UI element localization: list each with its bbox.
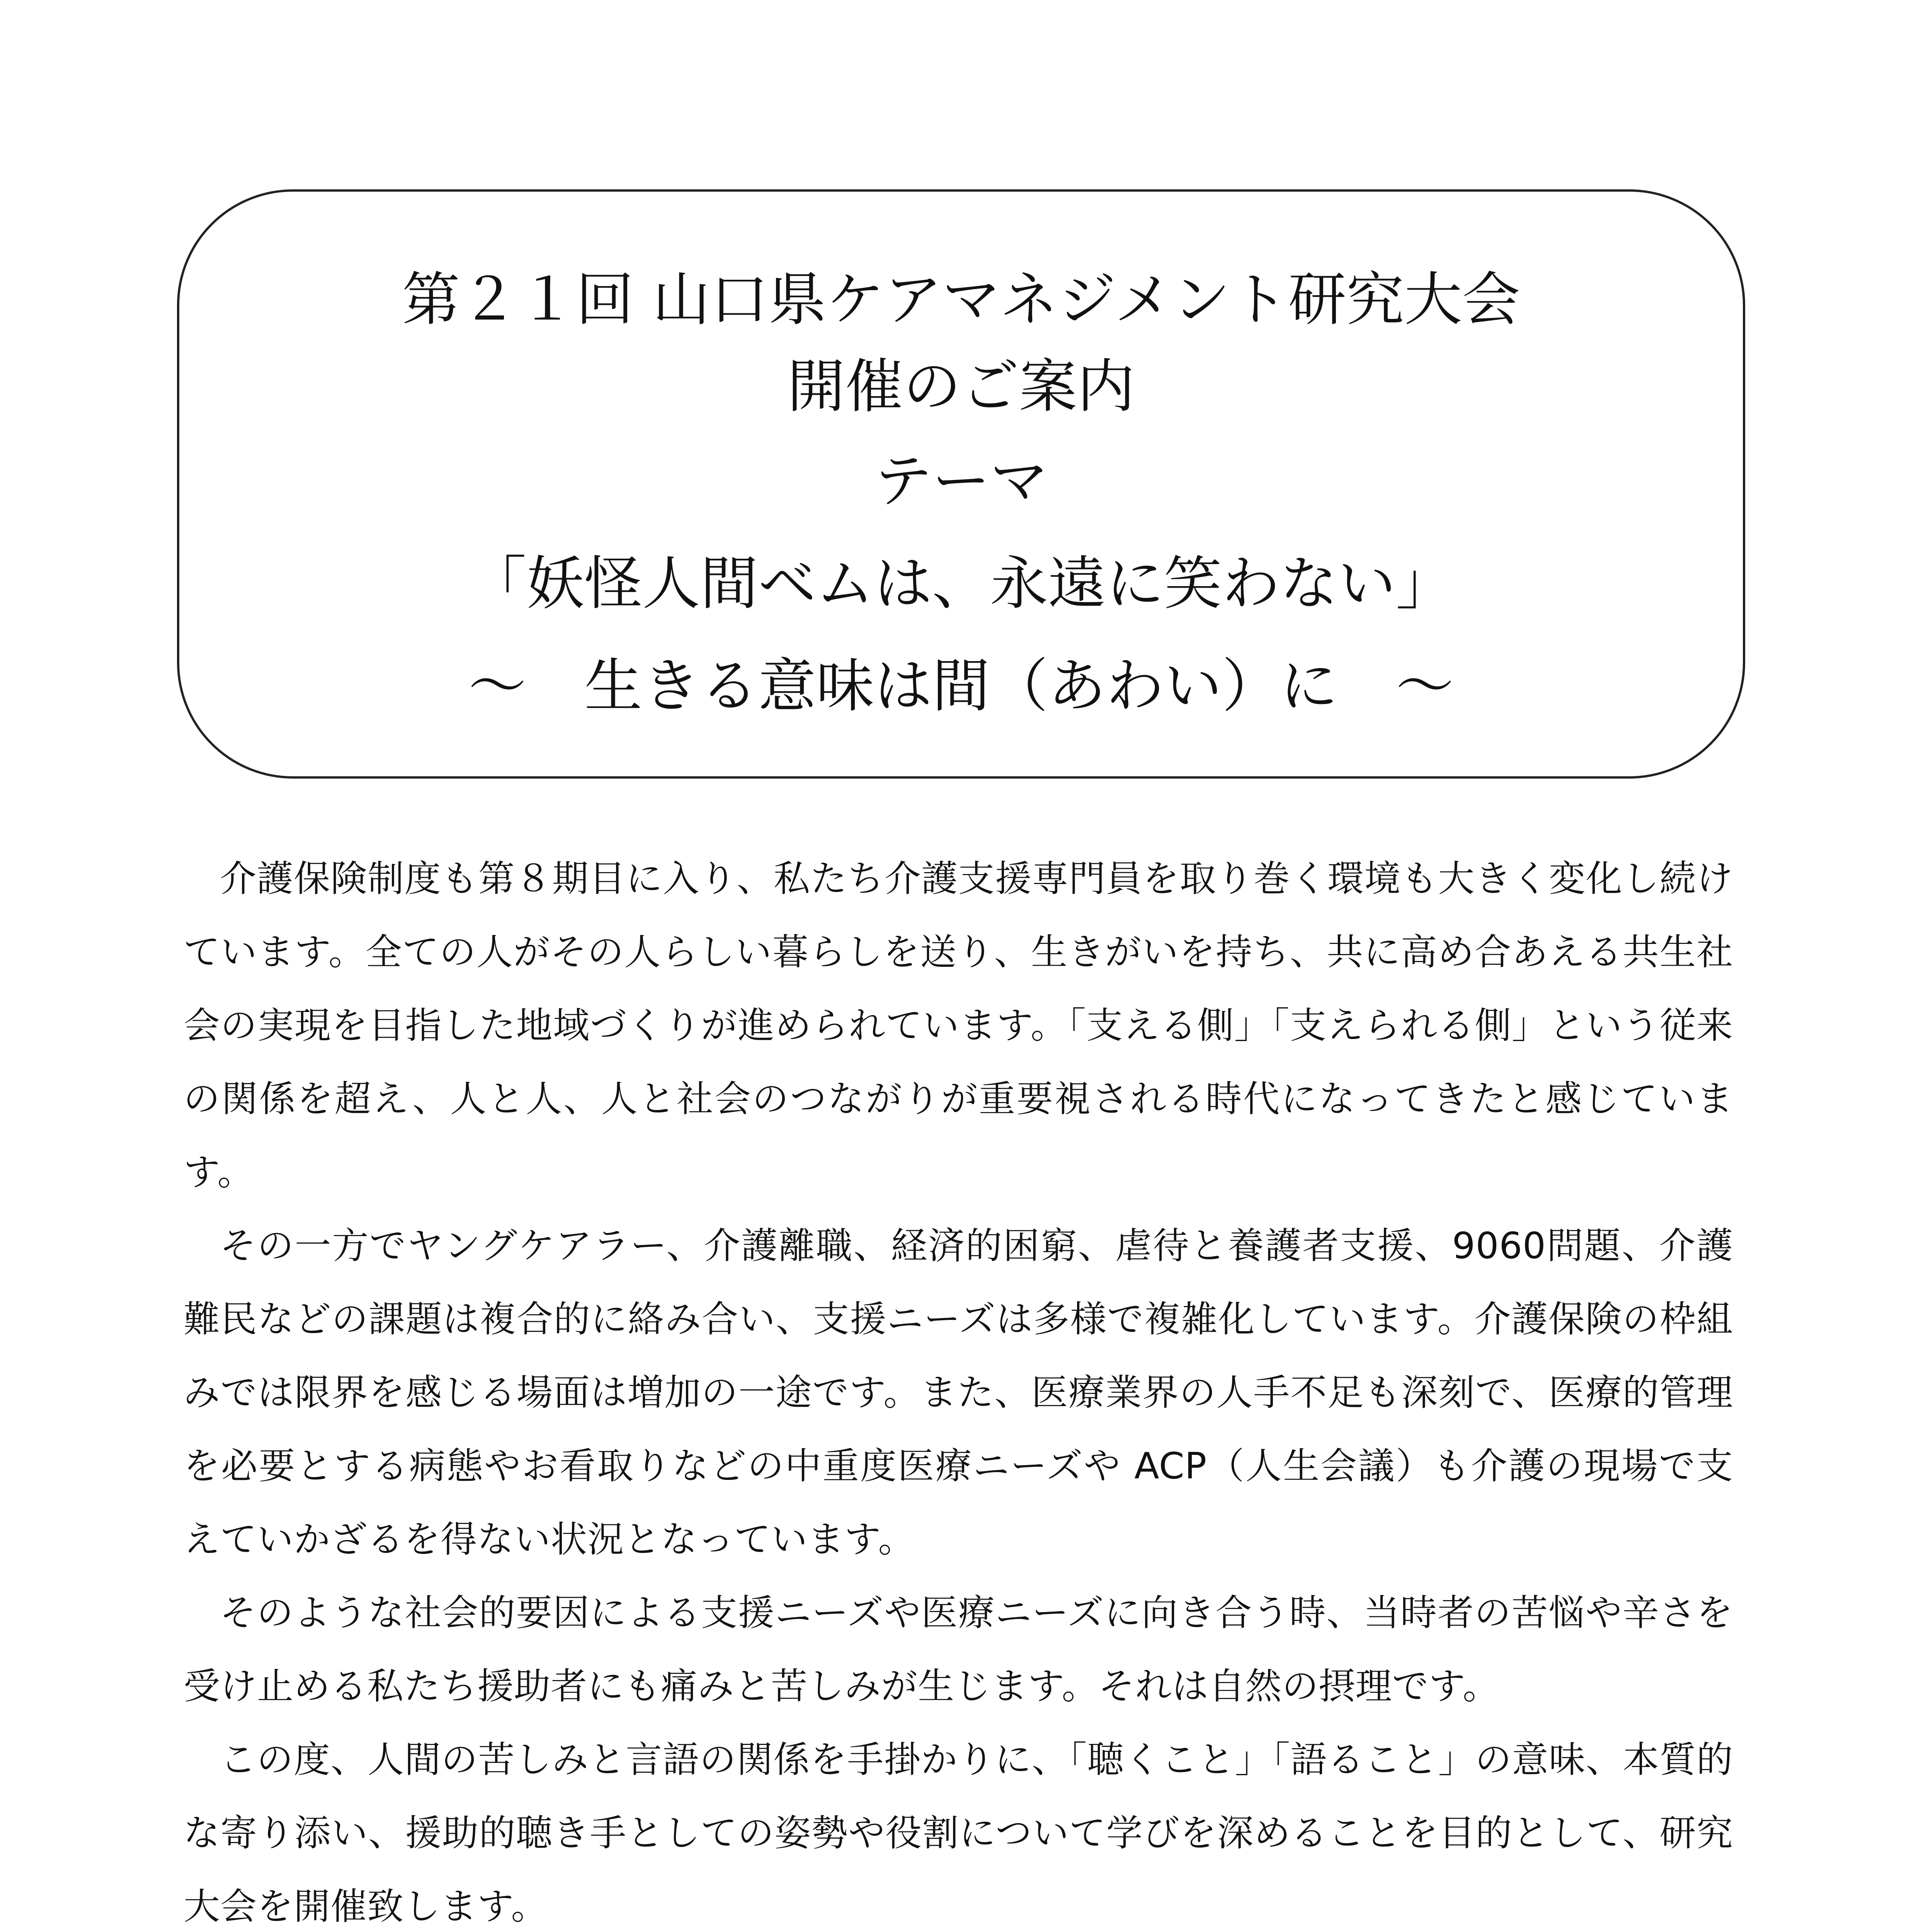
theme-title: 「妖怪人間ベムは、永遠に笑わない」 [468, 550, 1454, 617]
event-title: 第２１回 山口県ケアマネジメント研究大会 [402, 266, 1520, 333]
body-text [184, 842, 1733, 1932]
paragraph: この度、人間の苦しみと言語の関係を手掛かりに、「聴くこと」「語ること」の意味、本質的な寄り添い、援助的聴き手としての姿勢や役割について学びを深めることを目的として、研究大会を開催致します。 [184, 1739, 1733, 1928]
theme-label: テーマ [874, 448, 1048, 515]
paragraph: そのような社会的要因による支援ニーズや医療ニーズに向き合う時、当時者の苦悩や辛さを受け止める私たち援助者にも痛みと苦しみが生じます。それは自然の摂理です。 [184, 1592, 1733, 1708]
paragraph: その一方でヤングケアラー、介護離職、経済的困窮、虐待と養護者支援、9060問題、介護難民などの課題は複合的に絡み合い、支援ニーズは多様で複雑化しています。介護保険の枠組みでは限界を感じる場面は増加の一途です。また、医療業界の人手不足も深刻で、医療的管理を必要とする病態やお看取りなどの中重度医療ニーズや ACP（人生会議）も介護の現場で支えていかざるを得ない状況となっています。 [184, 1225, 1733, 1561]
event-subtitle: 開催のご案内 [787, 353, 1135, 420]
theme-subtitle: ～ 生きる意味は間（あわい）に ～ [468, 653, 1454, 720]
paragraph: 介護保険制度も第８期目に入り、私たち介護支援専門員を取り巻く環境も大きく変化し続けています。全ての人がその人らしい暮らしを送り、生きがいを持ち、共に高め合あえる共生社会の実現を目指した地域づくりが進められています。「支える側」「支えられる側」という従来の関係を超え、人と人、人と社会のつながりが重要視される時代になってきたと感じています。 [184, 858, 1733, 1194]
title-box [177, 189, 1745, 779]
